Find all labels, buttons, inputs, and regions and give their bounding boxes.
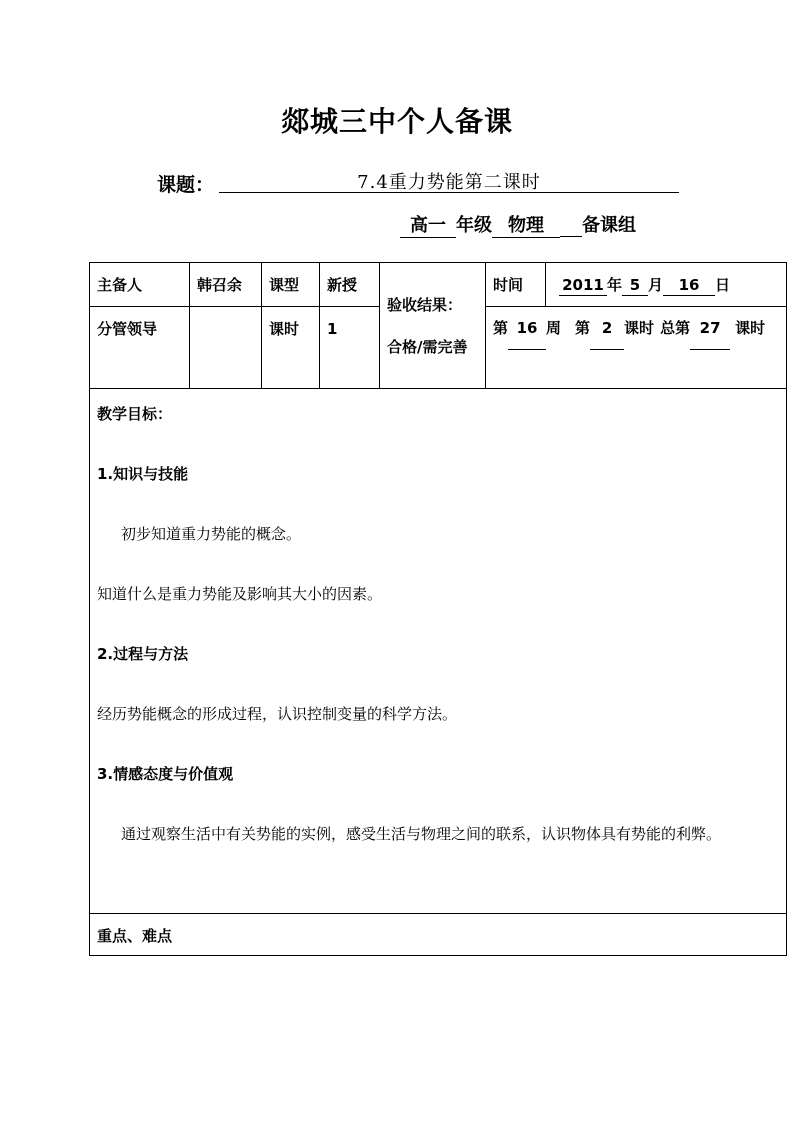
lesson-value: 2 [590, 307, 624, 350]
goal-section-3-title: 3.情感态度与价值观 [97, 765, 234, 783]
key-points-heading: 重点、难点 [97, 927, 173, 945]
supervisor-label: 分管领导 [97, 320, 158, 338]
date-month-unit: 月 [648, 276, 664, 294]
week-prefix: 第 [493, 319, 509, 337]
topic-label: 课题： [157, 174, 215, 196]
period-value: 1 [327, 320, 338, 338]
total-value: 27 [690, 307, 730, 350]
supervisor-value [190, 307, 261, 319]
subject-gap [560, 215, 582, 237]
grade-suffix: 年级 [456, 215, 492, 236]
lesson-type-value: 新授 [327, 276, 358, 294]
teaching-goals [90, 389, 786, 899]
date-value [546, 263, 786, 296]
topic-value: 7.4重力势能第二课时 [357, 172, 541, 193]
lead-teacher-value: 韩召余 [197, 276, 243, 294]
date-day: 16 [663, 275, 715, 296]
time-label: 时间 [493, 276, 524, 294]
grade-subject-row [400, 211, 636, 238]
goal-section-2-line-1: 经历势能概念的形成过程，认识控制变量的科学方法。 [97, 705, 458, 723]
goal-section-1-line-2: 知道什么是重力势能及影响其大小的因素。 [97, 585, 383, 603]
acceptance-label: 验收结果： [387, 295, 463, 314]
group-suffix: 备课组 [582, 215, 636, 236]
goal-section-1-title: 1.知识与技能 [97, 465, 189, 483]
topic-row [157, 168, 682, 196]
subject-value: 物理 [492, 211, 560, 238]
total-unit: 课时 [735, 319, 766, 337]
lesson-unit: 课时 [624, 319, 655, 337]
document-title: 郯城三中个人备课 [280, 105, 513, 138]
lead-teacher-label: 主备人 [97, 276, 143, 294]
week-unit: 周 [546, 319, 562, 337]
period-label: 课时 [269, 320, 300, 338]
goals-heading: 教学目标： [97, 405, 173, 423]
lesson-type-label: 课型 [269, 276, 300, 294]
date-year: 2011 [559, 275, 607, 296]
date-month: 5 [622, 275, 648, 296]
grade-value: 高一 [400, 211, 456, 238]
goal-section-2-title: 2.过程与方法 [97, 645, 189, 663]
lesson-plan-table [89, 262, 787, 956]
acceptance-value: 合格/需完善 [387, 337, 468, 356]
date-year-unit: 年 [607, 276, 623, 294]
total-prefix: 总第 [660, 319, 691, 337]
schedule-value [486, 307, 786, 350]
goal-section-3-line-1: 通过观察生活中有关势能的实例，感受生活与物理之间的联系，认识物体具有势能的利弊。 [121, 825, 722, 843]
week-value: 16 [508, 307, 546, 350]
goal-section-1-line-1: 初步知道重力势能的概念。 [121, 525, 302, 543]
date-day-unit: 日 [715, 276, 731, 294]
lesson-prefix: 第 [575, 319, 591, 337]
